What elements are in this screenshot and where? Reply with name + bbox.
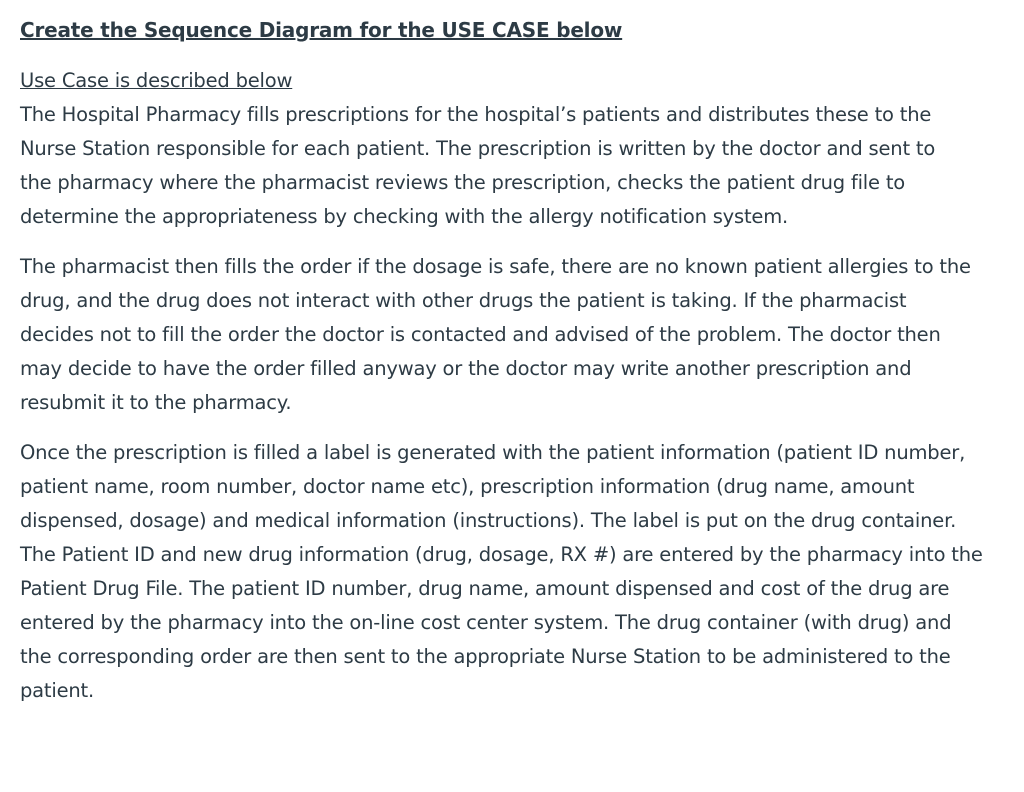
paragraph-line: The pharmacist then fills the order if the dosage is safe, there are no known patient allergies to the [20, 255, 971, 278]
paragraph-line: The Hospital Pharmacy fills prescriptions for the hospital’s patients and distributes these to the [20, 103, 932, 126]
paragraph-line: entered by the pharmacy into the on-line cost center system. The drug container (with drug) and [20, 611, 952, 634]
paragraph-line: may decide to have the order filled anyway or the doctor may write another prescription and [20, 357, 912, 380]
paragraph-line: the corresponding order are then sent to the appropriate Nurse Station to be administered to the [20, 645, 951, 668]
paragraph-line: decides not to fill the order the doctor is contacted and advised of the problem. The doctor then [20, 323, 941, 346]
paragraph-line: the pharmacy where the pharmacist reviews the prescription, checks the patient drug file to [20, 171, 905, 194]
paragraph-line: patient name, room number, doctor name etc), prescription information (drug name, amount [20, 475, 915, 498]
paragraph-line: Patient Drug File. The patient ID number, drug name, amount dispensed and cost of the drug are [20, 577, 950, 600]
paragraph-line: resubmit it to the pharmacy. [20, 391, 292, 414]
paragraph-line: The Patient ID and new drug information (drug, dosage, RX #) are entered by the pharmacy into the [20, 543, 983, 566]
paragraph-3 [20, 436, 1016, 708]
document-body [20, 16, 1016, 724]
paragraph-line: determine the appropriateness by checking with the allergy notification system. [20, 205, 789, 228]
paragraph-line: drug, and the drug does not interact with other drugs the patient is taking. If the pharmacist [20, 289, 907, 312]
paragraph-2 [20, 250, 1016, 420]
paragraph-line: Nurse Station responsible for each patient. The prescription is written by the doctor and sent to [20, 137, 936, 160]
paragraph-line: dispensed, dosage) and medical information (instructions). The label is put on the drug container. [20, 509, 957, 532]
use-case-subtitle: Use Case is described below [20, 69, 293, 92]
paragraph-line: patient. [20, 679, 94, 702]
paragraph-1 [20, 98, 1016, 234]
paragraph-line: Once the prescription is filled a label is generated with the patient information (patient ID number, [20, 441, 966, 464]
page-title: Create the Sequence Diagram for the USE CASE below [20, 18, 623, 42]
